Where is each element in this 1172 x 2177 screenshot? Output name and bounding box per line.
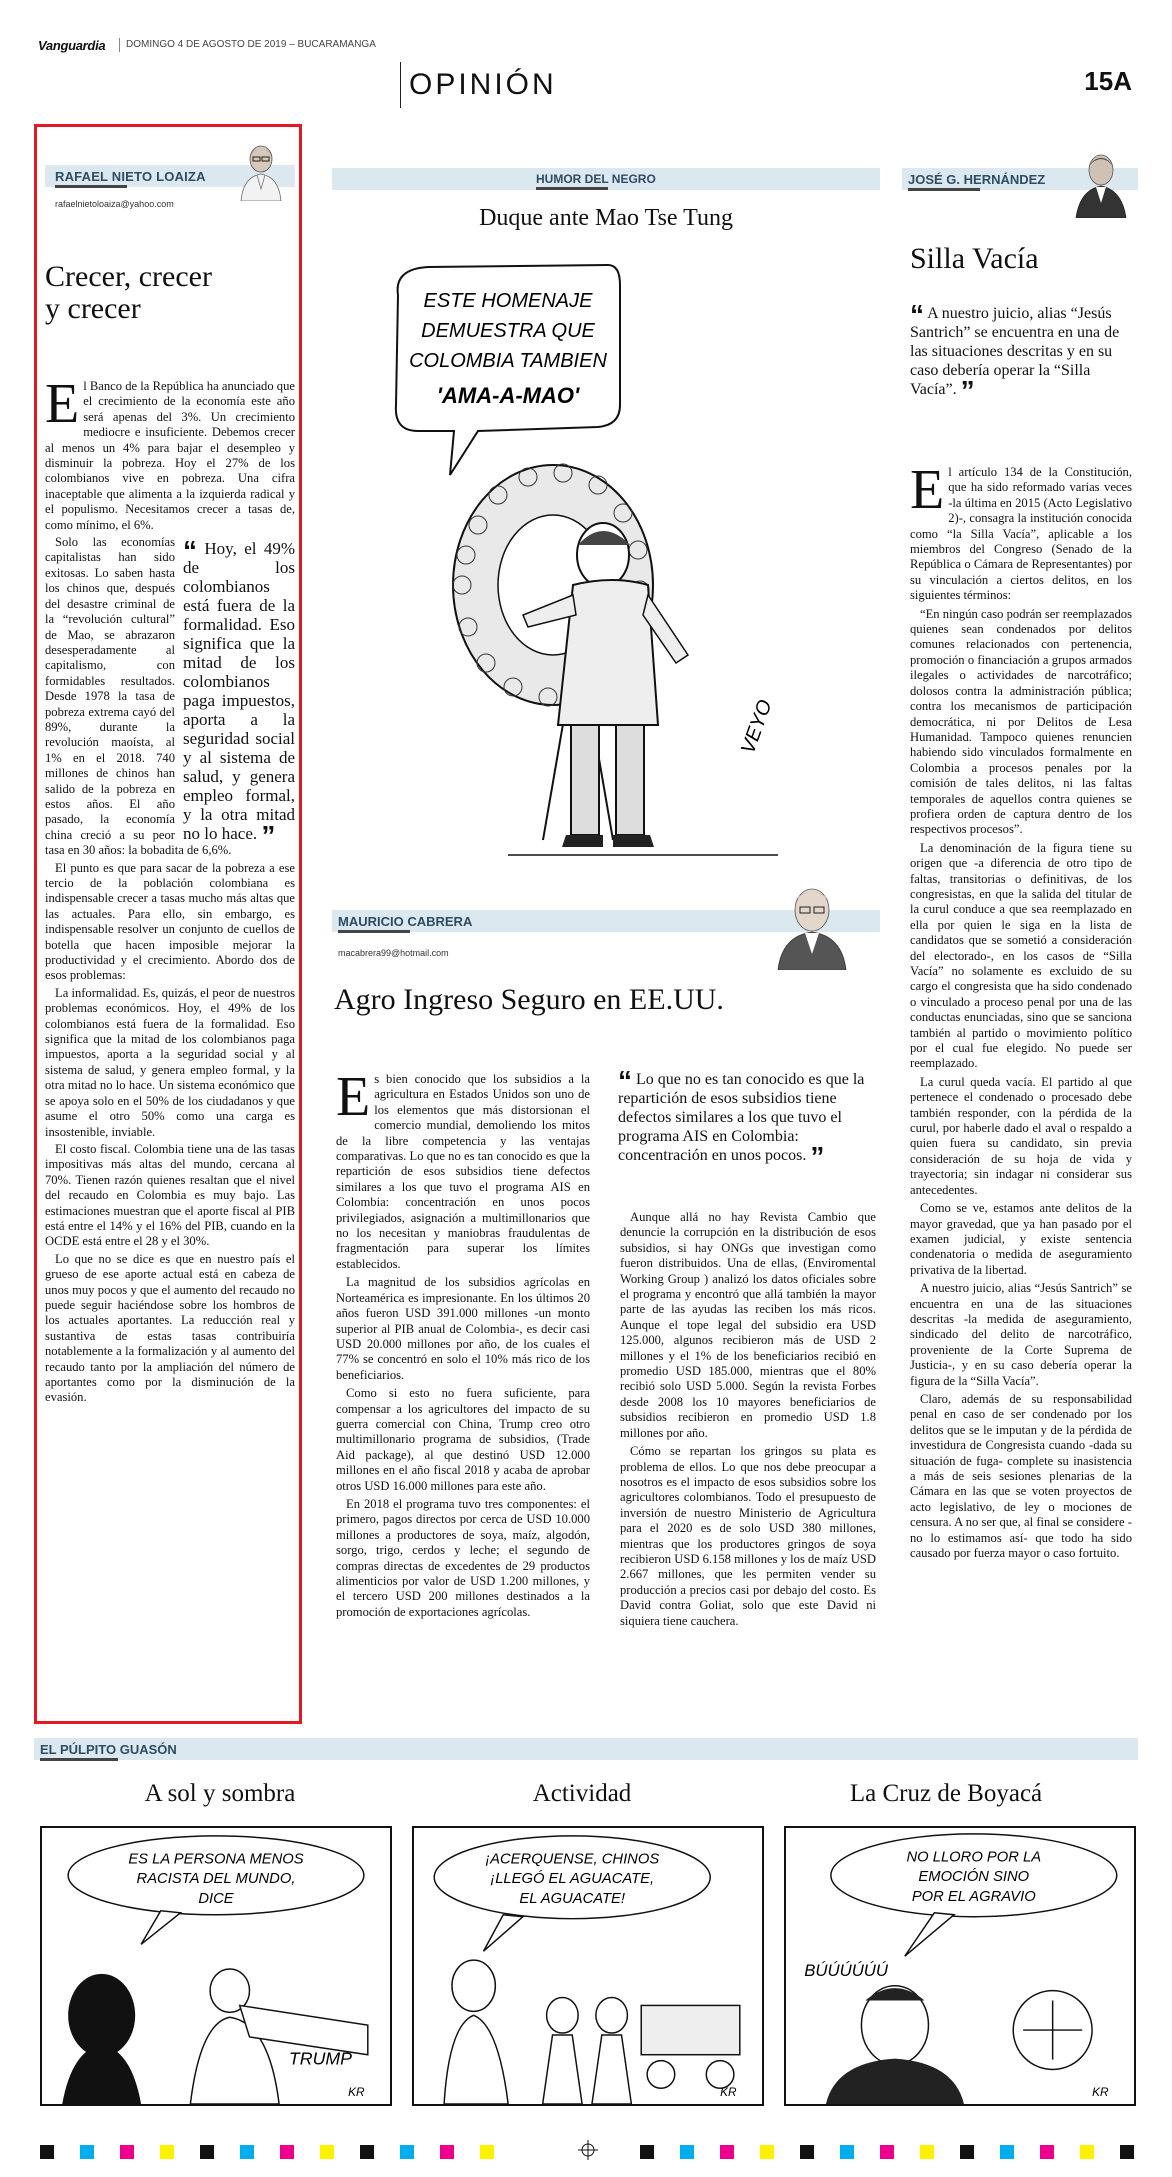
open-quote-icon: “: [910, 299, 924, 330]
column-headline: [45, 261, 295, 325]
column-body: [45, 373, 296, 1408]
author-email: macabrera99@hotmail.com: [338, 948, 449, 958]
close-quote-icon: ”: [810, 1141, 825, 1172]
strip-section-label: EL PÚLPITO GUASÓN: [40, 1742, 177, 1757]
author-underline: [338, 930, 410, 933]
vendor-figures-icon: [444, 1960, 740, 2104]
headline-line-2: y crecer: [45, 292, 141, 325]
article-body-right: [620, 1210, 876, 1632]
dateline: DOMINGO 4 DE AGOSTO DE 2019 – BUCARAMANGA: [126, 39, 376, 50]
trump-sign-text: TRUMP: [288, 2048, 353, 2069]
registration-mark-icon: [578, 2140, 598, 2160]
paragraph: A nuestro juicio, alias “Jesús Santrich” se encuentra en una de las situaciones descritas -la medida de aseguramiento, sindicado del delito de narcotráfico, proveniente de la Corte Suprema de Justicia-, y en su caso debería operar la figura de la “Silla Vacía”.: [910, 1281, 1132, 1388]
balloon-text-3: DICE: [198, 1890, 234, 1907]
balloon-text-1: ESTE HOMENAJE: [423, 290, 593, 312]
article-body-left: [336, 1066, 590, 1623]
newspaper-logo: Vanguardia: [38, 38, 106, 53]
open-quote-icon: “: [618, 1065, 632, 1096]
cartoonist-signature: KR: [348, 2085, 365, 2100]
drop-cap: E: [910, 459, 945, 521]
author-portrait-icon: [237, 141, 285, 201]
paragraph: La informalidad. Es, quizás, el peor de nuestros problemas económicos. Hoy, el 49% de los colombianos está fuera de la formalidad. Eso significa que la mitad de los colombianos paga impuestos, aporta a la seguridad social y al sistema de salud, y genera empleo formal, y la otra mitad no lo hace. Un sistema económico que se apoya solo en el 50% de los ciudadanos y que asume el otro 50% como una carga es insostenible, inviable.: [45, 985, 295, 1139]
figure-icon: [62, 1969, 368, 2104]
author-name: JOSÉ G. HERNÁNDEZ: [908, 172, 1046, 187]
paragraph: Solo las economías capitalistas han sido exitosas. Lo saben hasta los chinos que, después del desastre criminal de la “revolución cultural” de Mao, se abrazaron desesperadamente al capitalismo, con formidables resultados. Desde 1978 la tasa de pobreza extrema cayó del 89%, durante la revolución maoísta, al 1% en el 2018. 740 millones de chinos han salido de la pobreza en estos años. El año pasado, la economía china creció a su peor tasa en 30 años: la bobadita de 6,6%.: [45, 535, 232, 858]
balloon-text-3: EL AGUACATE!: [519, 1890, 626, 1907]
paragraph: Lo que no se dice es que en nuestro país el grueso de ese aporte actual está en cabeza de unos muy pocos y que el aumento del recaudo no puede seguir haciéndose sobre los hombros de los actuales aportantes. La reducción real y sustantiva de estas tasas contribuiría notablemente a la formalización y al aumento del recaudo tanto por la ampliación del número de aportantes como por la disminución de la evasión.: [45, 1251, 295, 1405]
strip-title: La Cruz de Boyacá: [849, 1780, 1043, 1807]
article-headline: Agro Ingreso Seguro en EE.UU.: [334, 983, 724, 1016]
drop-cap: E: [45, 373, 80, 435]
paragraph: Como si esto no fuera suficiente, para compensar a los agricultores del impacto de su guerra comercial con China, Trump creo otro multimillonario programa de subsidios, (Trade Aid package), al que destinó USD 12.000 millones en el año fiscal 2018 y acaba de aprobar otros USD 16.000 millones para este año.: [336, 1386, 590, 1493]
pull-quote: [910, 299, 1132, 406]
balloon-text-1: ¡ACERQUENSE, CHINOS: [485, 1851, 660, 1868]
section-title: OPINIÓN: [400, 62, 557, 108]
comic-strip: [40, 1826, 392, 2106]
comic-strip: [412, 1826, 764, 2106]
paragraph: El costo fiscal. Colombia tiene una de las tasas impositivas más altas del mundo, cercana al 70%. Tienen razón quienes resaltan que el nivel del recaudo en Colombia es muy bajo. Las estimaciones muestran que el aporte fiscal al PIB está entre el 14% y el 16% del PIB, cuando en la OCDE está entre el 28 y el 30%.: [45, 1141, 295, 1249]
paragraph: Claro, además de su responsabilidad penal en caso de ser condenado por los delitos que se le imputan y de la pérdida de investidura de Congresista cuando -dada su situación de fuga- complete su inasistencia a más de seis sesiones plenarias de la Cámara en las que se voten proyectos de acto legislativo, de ley o mociones de censura. A no ser que, al final se considere -no lo estimamos así- que todo ha sido causado por fuerza mayor o caso fortuito.: [910, 1391, 1132, 1561]
balloon-text-2: EMOCIÓN SINO: [918, 1869, 1030, 1886]
highlighted-column: [34, 124, 302, 1724]
author-portrait-icon: [1074, 148, 1128, 218]
paragraph: Es bien conocido que los subsidios a la agricultura en Estados Unidos son uno de los elementos que más distorsionan el comercio mundial, demoliendo los mitos de la libre competencia y las ventajas comparativas. Lo que no es tan conocido es que la repartición de esos subsidios tiene defectos similares a los que tuvo el programa AIS en Colombia: concentración en unos pocos privilegiados, asignación a multimillonarios que no los necesitan y maniobras fraudulentas de fragmentación para superar los límites establecidos.: [336, 1066, 590, 1271]
cartoonist-signature: KR: [1092, 2085, 1109, 2100]
balloon-text-2: DEMUESTRA QUE: [421, 320, 595, 342]
balloon-text-2: ¡LLEGÓ EL AGUACATE,: [490, 1871, 655, 1888]
section-underline: [536, 187, 608, 190]
balloon-text-1: ES LA PERSONA MENOS: [128, 1851, 304, 1868]
close-quote-icon: ”: [960, 375, 975, 406]
crying-sound-text: BÚÚÚÚÚÚ: [804, 1960, 889, 1980]
pull-quote-text: Hoy, el 49% de los colombianos está fuera de la formalidad. Eso significa que la mitad de los colombianos paga impuestos, aporta a la seguridad social y al sistema de salud, y genera empleo formal, y la otra mitad no lo hace.: [183, 539, 296, 844]
paragraph: El artículo 134 de la Constitución, que ha sido reformado varias veces -la última en 2015 (Acto Legislativo 2)-, consagra la institución conocida como “la Silla Vacía”, aplicable a los miembros del Congreso (Senado de la República o Cámara de Representantes) por su vinculación a ciertos delitos, en los siguientes términos:: [910, 459, 1132, 603]
column-headline: Silla Vacía: [910, 242, 1039, 275]
cartoonist-signature: KR: [720, 2085, 737, 2100]
open-quote-icon: “: [183, 535, 197, 567]
paragraph: Como se ve, estamos ante delitos de la mayor gravedad, que ya han pasado por el examen judicial, y existe sentencia condenatoria o medida de aseguramiento privativa de la libertad.: [910, 1201, 1132, 1277]
balloon-text-2: RACISTA DEL MUNDO,: [136, 1871, 296, 1888]
balloon-text-4: 'AMA-A-MAO': [436, 383, 580, 408]
masthead: [38, 32, 1138, 62]
author-portrait-icon: [772, 880, 852, 970]
paragraph: El punto es que para sacar de la pobreza a ese tercio de la población colombiana es indispensable crecer a tasas mucho más altas que las actuales. Para ello, sin embargo, es indispensable resolver un conjunto de cuellos de botella que hacen imposible mejorar la productividad y el crecimiento. Abordo dos de esos problemas:: [45, 860, 295, 983]
section-band: [34, 1738, 1138, 1760]
paragraph: La magnitud de los subsidios agrícolas en Norteamérica es impresionante. En los últimos 20 años fueron USD 391.000 millones -un monto superior al PIB anual de Colombia-, es decir casi USD 20.000 millones por año, de los cuales el 77% se concentró en solo el 10% más rico de los beneficiarios.: [336, 1275, 590, 1382]
crying-figure-icon: [826, 1986, 1092, 2104]
drop-cap: E: [336, 1066, 371, 1128]
author-name: RAFAEL NIETO LOAIZA: [55, 169, 206, 184]
paragraph: “En ningún caso podrán ser reemplazados quienes sean condenados por delitos comunes relacionados con pertenencia, promoción o financiación a grupos armados ilegales o actividades de narcotráfico; dolosos contra la administración pública; contra los mecanismos de participación democrática, ni por Delitos de Lesa Humanidad. Tampoco quienes renuncien habiendo sido vinculados formalmente en Colombia a procesos penales por la comisión de tales delitos, ni las faltas temporales de aquellos contra quienes se profiera orden de captura dentro de los respectivos procesos”.: [910, 606, 1132, 837]
color-registration-bar: [40, 2145, 520, 2159]
editorial-cartoon: [358, 255, 858, 875]
pull-quote: [183, 535, 296, 852]
cartoon-title: Duque ante Mao Tse Tung: [479, 205, 733, 231]
cartoon-section-label: HUMOR DEL NEGRO: [536, 172, 656, 186]
close-quote-icon: ”: [261, 820, 276, 852]
paragraph: En 2018 el programa tuvo tres componentes: el primero, pagos directos por cerca de USD 10.000 millones a productores de soya, maíz, algodón, sorgo, trigo, cerdos y leche; el segundo de compras directas de excedentes de 29 productos alimenticios por valor de USD 1.200 millones, y el tercero USD 200 millones destinados a la promoción de exportaciones agrícolas.: [336, 1496, 590, 1619]
strip-title: Actividad: [532, 1780, 632, 1807]
page-number: 15A: [1084, 66, 1132, 96]
paragraph: El Banco de la República ha anunciado que el crecimiento de la economía este año será apenas del 3%. Un crecimiento mediocre e insuficiente. Debemos crecer al menos un 4% para bajar el desempleo y disminuir la pobreza. Hoy el 27% de los colombianos vive en pobreza. Una cifra inaceptable que alimenta a la izquierda radical y el populismo. Necesitamos crecer a tasas de, como mínimo, el 6%.: [45, 373, 295, 532]
color-registration-bar: [640, 2145, 1136, 2159]
paragraph: La denominación de la figura tiene su origen que -a diferencia de otro tipo de faltas, transitorias o definitivas, de los congresistas, en que la salida del titular de la curul conduce a que sea reemplazado en ella por quien le siga en la lista de candidatos que se sometió a consideración del electorado-, en los casos de “Silla Vacía” no solamente es excluido de su cargo el congresista que ha sido condenado o vinculado a proceso penal por una de las conductas enunciadas, sino que se sanciona también al partido o movimiento político por el cual fue elegido. No puede ser reemplazado.: [910, 840, 1132, 1071]
paragraph: La curul queda vacía. El partido al que pertenece el condenado o procesado debe también responder, con la pérdida de la curul, por haberle dado el aval o respaldo a quien fuera su candidato, sin previa consideración de su hoja de vida y trayectoria; sin indagar ni considerar sus antecedentes.: [910, 1074, 1132, 1197]
balloon-text-1: NO LLORO POR LA: [906, 1849, 1042, 1866]
pull-quote: [618, 1065, 872, 1172]
strip-title: A sol y sombra: [144, 1780, 296, 1807]
column-body: [910, 459, 1132, 1564]
author-underline: [908, 188, 980, 191]
author-name: MAURICIO CABRERA: [338, 914, 473, 929]
cartoonist-signature: VEYO: [737, 696, 777, 757]
balloon-text-3: POR EL AGRAVIO: [911, 1888, 1036, 1905]
headline-line-1: Crecer, crecer: [45, 260, 212, 293]
paragraph: Cómo se repartan los gringos su plata es problema de ellos. Lo que nos debe preocupar a nosotros es el impacto de esos subsidios sobre los agricultores colombianos. Todo el presupuesto de inversión de nuestro Ministerio de Agricultura para el 2020 es de solo USD 380 millones, mientras que los productores gringos de soya recibieron USD 6.158 millones y los de maíz USD 2.667 millones, que les permiten vender su producción a precios casi por debajo del costo. Es David contra Goliat, solo que este David ni siquiera tiene cauchera.: [620, 1444, 876, 1628]
author-underline: [55, 185, 127, 188]
paragraph: Aunque allá no hay Revista Cambio que denuncie la corrupción en la distribución de esos subsidios, si hay ONGs que investigan como fueron distribuidos. Una de ellas, (Enviromental Working Group ) analizó los datos oficiales sobre el programa y encontró que allá también la mayor parte de las ayudas las reciben los más ricos. Aunque el tope legal del subsidio era USD 125.000, algunos recibieron más de USD 2 millones y el 1% de los beneficiarios recibió en promedio USD 185.000, mientras que el 80% recibió solo USD 5.000. Según la revista Forbes desde 2008 los 10 mayores beneficiarios de subsidios recibieron en promedio USD 1.8 millones por año.: [620, 1210, 876, 1440]
masthead-divider: [119, 38, 120, 52]
comic-strip: [784, 1826, 1136, 2106]
section-underline: [40, 1758, 118, 1761]
pull-quote-text: A nuestro juicio, alias “Jesús Santrich” se encuentra en una de las situaciones descritas y en su caso debería operar la “Silla Vacía”.: [910, 305, 1120, 398]
pull-quote-text: Lo que no es tan conocido es que la repartición de esos subsidios tiene defectos similares a los que tuvo el programa AIS en Colombia: concentración en unos pocos.: [618, 1071, 865, 1164]
author-email: rafaelnietoloaiza@yahoo.com: [55, 199, 174, 209]
balloon-text-3: COLOMBIA TAMBIEN: [409, 350, 607, 372]
